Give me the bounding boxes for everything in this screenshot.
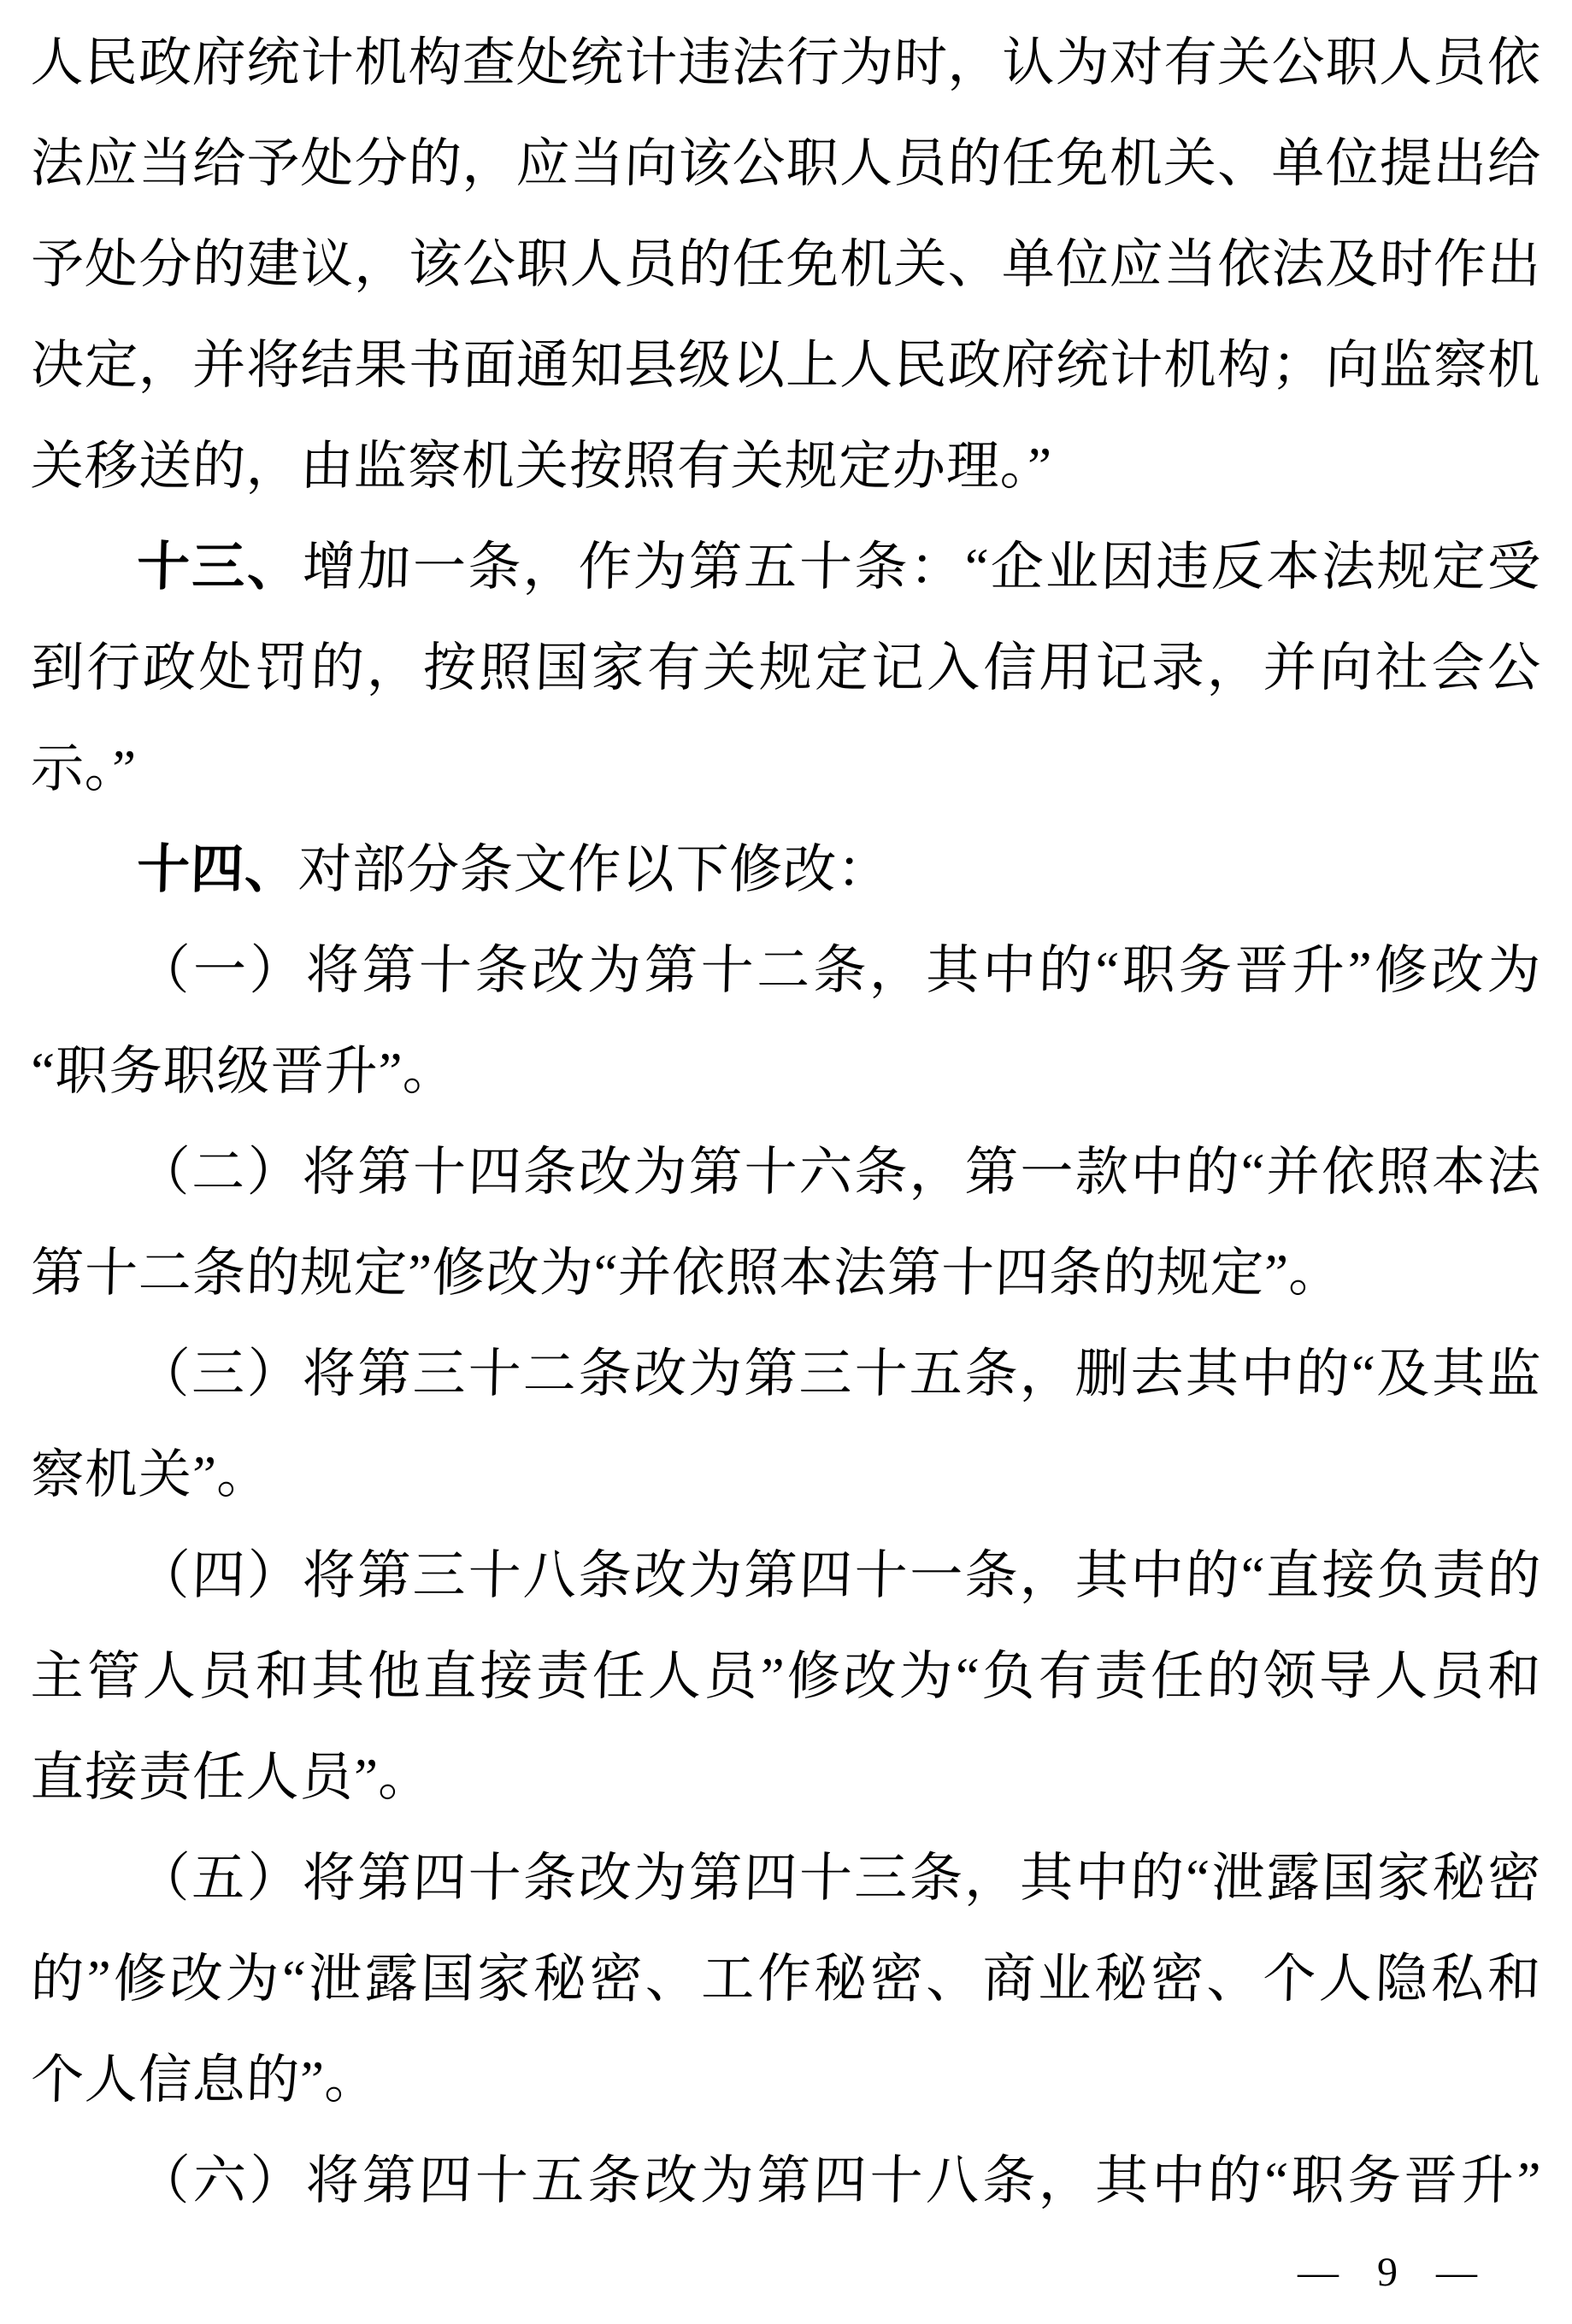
text-line — [29, 1727, 1542, 1828]
text-segment: （五）将第四十条改为第四十三条，其中的“泄露国家秘密 — [136, 1850, 1542, 1908]
text-line — [29, 1526, 1542, 1627]
text-line — [29, 921, 1542, 1021]
text-segment: 对部分条文作以下修改： — [297, 841, 892, 899]
text-line — [29, 618, 1542, 719]
text-line — [29, 114, 1542, 215]
text-line — [29, 13, 1542, 114]
section-number-bold: 十四、 — [136, 841, 299, 899]
text-line — [29, 1929, 1542, 2030]
text-segment: “职务职级晋升”。 — [30, 1043, 457, 1101]
text-line — [29, 1425, 1542, 1526]
text-segment: 决定，并将结果书面通知县级以上人民政府统计机构；向监察机 — [30, 337, 1542, 395]
text-line — [29, 2131, 1542, 2232]
text-segment: 人民政府统计机构查处统计违法行为时，认为对有关公职人员依 — [30, 34, 1542, 92]
text-segment: （二）将第十四条改为第十六条，第一款中的“并依照本法 — [136, 1144, 1542, 1202]
text-line — [29, 1223, 1542, 1324]
text-block — [31, 13, 1541, 2232]
text-segment: 直接责任人员”。 — [30, 1749, 433, 1807]
text-line — [29, 517, 1542, 618]
page-number: 9 — [1377, 2250, 1398, 2295]
text-segment: （一）将第十条改为第十二条，其中的“职务晋升”修改为 — [136, 942, 1542, 1000]
text-line — [29, 1122, 1542, 1223]
text-line — [29, 1627, 1542, 1727]
text-segment: （三）将第三十二条改为第三十五条，删去其中的“及其监 — [136, 1345, 1542, 1403]
text-segment: 增加一条，作为第五十条：“企业因违反本法规定受 — [301, 538, 1542, 597]
text-segment: 察机关”。 — [30, 1446, 272, 1504]
text-line — [29, 2030, 1542, 2131]
text-segment: 法应当给予处分的，应当向该公职人员的任免机关、单位提出给 — [30, 135, 1542, 193]
text-segment: 个人信息的”。 — [30, 2051, 380, 2109]
text-line — [29, 1828, 1542, 1929]
text-line — [29, 719, 1542, 820]
text-segment: 示。” — [30, 740, 138, 798]
text-segment: 主管人员和其他直接责任人员”修改为“负有责任的领导人员和 — [30, 1648, 1542, 1706]
text-segment: 关移送的，由监察机关按照有关规定办理。” — [30, 438, 1053, 496]
text-segment: （六）将第四十五条改为第四十八条，其中的“职务晋升” — [136, 2152, 1542, 2210]
text-line — [29, 1324, 1542, 1425]
text-line — [29, 1021, 1542, 1122]
text-line — [29, 215, 1542, 315]
text-segment: 的”修改为“泄露国家秘密、工作秘密、商业秘密、个人隐私和 — [30, 1950, 1542, 2009]
footer-dash-right: — — [1436, 2250, 1477, 2295]
footer-dash-left: — — [1298, 2250, 1339, 2295]
section-number-bold: 十三、 — [136, 538, 303, 597]
text-line — [29, 820, 1542, 921]
text-line — [29, 416, 1542, 517]
text-segment: （四）将第三十八条改为第四十一条，其中的“直接负责的 — [136, 1547, 1542, 1605]
text-line — [29, 315, 1542, 416]
text-segment: 予处分的建议，该公职人员的任免机关、单位应当依法及时作出 — [30, 236, 1542, 294]
text-segment: 第十二条的规定”修改为“并依照本法第十四条的规定”。 — [30, 1244, 1344, 1303]
text-segment: 到行政处罚的，按照国家有关规定记入信用记录，并向社会公 — [30, 639, 1542, 697]
page-footer — [31, 2247, 1541, 2298]
